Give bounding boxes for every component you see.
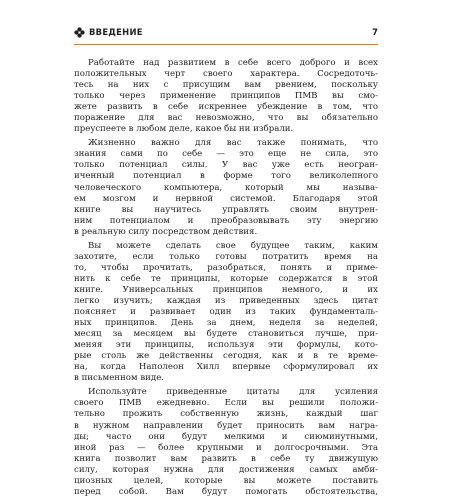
text-line: рые столь же действенны сегодня, как и в те време- <box>74 351 378 362</box>
text-line: иченный потенциал в форме того великолепного <box>74 171 378 182</box>
text-line: в нужном направлении будет приносить вам награ- <box>74 420 378 431</box>
text-line: жете развить в себе искреннее убеждение в том, что <box>74 102 378 113</box>
body-text <box>74 58 378 501</box>
flower-ornament-icon <box>74 27 85 38</box>
text-line: книге вы научитесь управлять своим внутрен- <box>74 204 378 215</box>
text-line: ем мозгом и нервной системой. Благодаря этой <box>74 193 378 204</box>
text-line: ных принципов. День за днем, неделя за неделей, <box>74 318 378 329</box>
text-line: Работайте над развитием в себе всего доброго и всех <box>88 58 378 68</box>
text-line: легко изучить; каждая из приведенных здесь цитат <box>74 295 378 306</box>
text-line: своего ПМВ ежедневно. Если вы решили положи- <box>74 398 378 409</box>
text-line: в письменном виде. <box>74 373 165 384</box>
text-line: книга позволит вам развить в себе ту движущую <box>74 453 378 464</box>
text-line: перед собой. Вам будут помогать обстоятельства, <box>74 486 378 497</box>
text-line: человеческого компьютера, который мы называ- <box>74 182 378 193</box>
page-number: 7 <box>372 27 378 37</box>
text-line: поясняет и развивает один из таких фундаменталь- <box>74 307 378 318</box>
header-divider <box>74 44 378 45</box>
text-line: тесь на них с присущим вам рвением, поскольку <box>74 80 378 91</box>
running-header <box>74 26 378 40</box>
text-line: только потенциал силы. У вас уже есть неогран- <box>74 160 378 171</box>
text-line: циозных целей, которые вы можете поставить <box>74 475 378 486</box>
text-line: захотите, если только готовы потратить время на <box>74 251 378 262</box>
text-line: знания сами по себе — это еще не сила, это <box>74 149 378 160</box>
text-line: ним потенциалом и преобразовывать эту энергию <box>74 215 378 226</box>
paragraph <box>74 387 378 497</box>
text-line: книге. Универсальных принципов немного, и их <box>74 284 378 295</box>
text-line: Используйте приведенные цитаты для усиления <box>88 387 378 398</box>
text-line: только через применение принципов ПМВ вы смо- <box>74 91 378 102</box>
paragraph <box>74 241 378 385</box>
text-line: иной раз — более крупными и долгосрочными. Эта <box>74 442 378 453</box>
text-line: тельно прожить собственную жизнь, каждый шаг <box>74 409 378 420</box>
text-line: Жизненно важно для вас также понимать, что <box>88 138 378 149</box>
text-line: Вы можете сделать свое будущее таким, каким <box>88 240 378 251</box>
text-line: преуспеете в любом деле, какое бы ни избрали. <box>74 124 294 135</box>
chapter-title: ВВЕДЕНИЕ <box>89 27 143 37</box>
text-line: на, когда Наполеон Хилл впервые сформулировал их <box>74 362 378 373</box>
text-line: меняя эти принципы, используя эти формулы, кото- <box>74 340 378 351</box>
text-line: положительных черт своего характера. Сосредоточь- <box>74 69 378 80</box>
text-line: поражение для вас невозможно, что вы обязательно <box>74 113 378 124</box>
paragraph <box>74 58 378 135</box>
text-line: то, чтобы прочитать, разобраться, понять и приме- <box>74 262 378 273</box>
text-line: силу, которая нужна для достижения самых амби- <box>74 464 378 475</box>
paragraph <box>74 138 378 237</box>
text-line: в реальную силу посредством действия. <box>74 226 258 237</box>
text-line: нить к себе те принципы, которые содержатся в этой <box>74 273 378 284</box>
text-line: месяц за месяцем вы будете становиться лучше, при- <box>74 329 378 340</box>
text-line: ды; часто они будут мелкими и сиюминутными, <box>74 431 378 442</box>
